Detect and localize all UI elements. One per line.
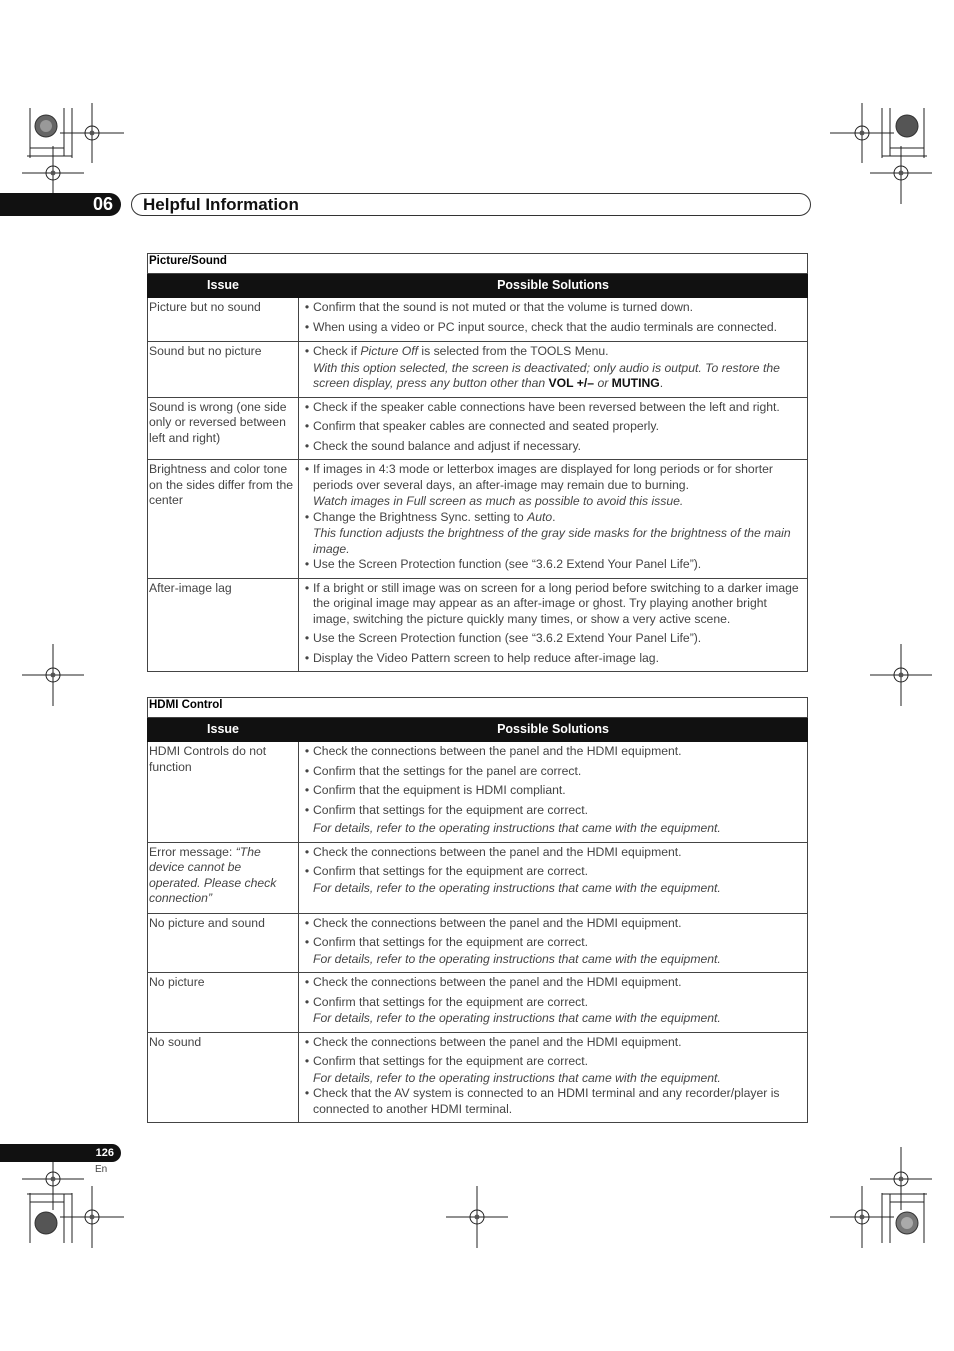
solutions-cell	[299, 973, 808, 1033]
bullet-item: • Check the connections between the panel and the HDMI equipment.	[304, 1034, 682, 1049]
issue-cell: Error message: “The device cannot be operated. Please check connection”	[148, 842, 299, 913]
note-text: With this option selected, the screen is deactivated; only audio is output. To restore the screen display, press any button other than VOL +/– or MUTING.	[313, 360, 780, 390]
bullet-item: • Check the connections between the panel and the HDMI equipment.	[304, 844, 682, 859]
column-header-solutions: Possible Solutions	[299, 274, 808, 298]
bullet-item: • Confirm that settings for the equipment are correct. For details, refer to the operating instructions that came with the equipment.	[301, 995, 805, 1027]
issue-cell: Brightness and color tone on the sides differ from the center	[148, 460, 299, 579]
page-number-tab	[0, 1144, 121, 1162]
note-text: For details, refer to the operating instructions that came with the equipment.	[313, 1070, 721, 1085]
bullet-item: • If images in 4:3 mode or letterbox images are displayed for long periods or for shorter periods over several days, an after-image may remain due to burning. Watch images in Full screen as much as possible to avoid this issue.	[301, 462, 805, 510]
bullet-item: • Check the connections between the panel and the HDMI equipment.	[304, 915, 682, 930]
page-language: En	[95, 1164, 108, 1175]
picture-sound-table	[147, 253, 808, 672]
chapter-title: Helpful Information	[143, 195, 299, 214]
note-text: For details, refer to the operating instructions that came with the equipment.	[313, 1011, 721, 1025]
column-header-issue: Issue	[148, 274, 299, 298]
column-header-issue: Issue	[148, 718, 299, 742]
solutions-cell	[299, 298, 808, 342]
issue-cell: Sound is wrong (one side only or reversed between left and right)	[148, 397, 299, 460]
bullet-item: • Use the Screen Protection function (see “3.6.2 Extend Your Panel Life”).	[304, 631, 702, 645]
solutions-cell	[299, 742, 808, 843]
chapter-number-tab	[0, 193, 121, 216]
note-text: For details, refer to the operating instructions that came with the equipment.	[313, 821, 721, 835]
issue-cell: No picture	[148, 973, 299, 1033]
issue-cell: No sound	[148, 1032, 299, 1123]
table-row	[148, 842, 808, 913]
table-row	[148, 973, 808, 1033]
table-row	[148, 742, 808, 843]
bullet-item: • Check that the AV system is connected to an HDMI terminal and any recorder/player is connected to another HDMI terminal.	[304, 1086, 780, 1116]
solutions-cell	[299, 842, 808, 913]
bullet-item: • Check the sound balance and adjust if necessary.	[304, 438, 582, 453]
note-text: For details, refer to the operating instructions that came with the equipment.	[313, 951, 721, 966]
bullet-item: • Check if the speaker cable connections have been reversed between the left and right.	[304, 399, 780, 414]
table-title: Picture/Sound	[148, 254, 808, 274]
table-row	[148, 578, 808, 672]
note-text: This function adjusts the brightness of the gray side masks for the brightness of the main image.	[313, 526, 791, 556]
column-header-solutions: Possible Solutions	[299, 718, 808, 742]
solutions-cell	[299, 342, 808, 398]
note-text: For details, refer to the operating instructions that came with the equipment.	[313, 880, 721, 895]
table-row	[148, 397, 808, 460]
bullet-item: • If a bright or still image was on screen for a long period before switching to a darker image the original image may appear as an after-image or ghost. Try playing another bright image, switching the picture quickly many times, or show a very active scene.	[304, 580, 799, 626]
bullet-item: • Change the Brightness Sync. setting to Auto. This function adjusts the brightness of the gray side masks for the brightness of the main image.	[301, 510, 805, 558]
bullet-item: • Confirm that settings for the equipment are correct. For details, refer to the operating instructions that came with the equipment.	[301, 935, 805, 967]
table-row	[148, 342, 808, 398]
bullet-item: • Display the Video Pattern screen to help reduce after-image lag.	[304, 650, 659, 665]
page-number: 126	[95, 1147, 114, 1159]
hdmi-control-table	[147, 697, 808, 1123]
bullet-item: • Confirm that the equipment is HDMI compliant.	[304, 783, 566, 797]
bullet-item: • Confirm that speaker cables are connected and seated properly.	[304, 419, 659, 433]
issue-cell: No picture and sound	[148, 913, 299, 973]
chapter-number: 06	[92, 194, 113, 214]
issue-cell: HDMI Controls do not function	[148, 742, 299, 843]
solutions-cell	[299, 1032, 808, 1123]
bullet-item: • Confirm that settings for the equipment are correct. For details, refer to the operating instructions that came with the equipment.	[301, 864, 805, 896]
bullet-item: • Check if Picture Off is selected from the TOOLS Menu. With this option selected, the screen is deactivated; only audio is output. To restore the screen display, press any button other than VOL +/– or MUTING.	[301, 344, 805, 392]
bullet-item: • When using a video or PC input source, check that the audio terminals are connected.	[304, 319, 778, 334]
solutions-cell	[299, 397, 808, 460]
issue-cell: Sound but no picture	[148, 342, 299, 398]
solutions-cell	[299, 578, 808, 672]
solutions-cell	[299, 913, 808, 973]
bullet-item: • Confirm that the settings for the panel are correct.	[304, 763, 582, 778]
bullet-item: • Confirm that settings for the equipment are correct. For details, refer to the operating instructions that came with the equipment.	[301, 1054, 805, 1086]
table-row	[148, 913, 808, 973]
issue-cell: Picture but no sound	[148, 298, 299, 342]
bullet-item: • Confirm that the sound is not muted or that the volume is turned down.	[304, 300, 694, 314]
note-text: Watch images in Full screen as much as possible to avoid this issue.	[313, 494, 684, 508]
solutions-cell	[299, 460, 808, 579]
table-row	[148, 1032, 808, 1123]
table-row	[148, 460, 808, 579]
issue-cell: After-image lag	[148, 578, 299, 672]
bullet-item: • Check the connections between the panel and the HDMI equipment.	[304, 975, 682, 989]
table-title: HDMI Control	[148, 698, 808, 718]
table-row	[148, 298, 808, 342]
bullet-item: • Check the connections between the panel and the HDMI equipment.	[304, 744, 682, 758]
bullet-item: • Use the Screen Protection function (see “3.6.2 Extend Your Panel Life”).	[304, 557, 702, 571]
bullet-item: • Confirm that settings for the equipment are correct. For details, refer to the operating instructions that came with the equipment.	[301, 803, 805, 837]
